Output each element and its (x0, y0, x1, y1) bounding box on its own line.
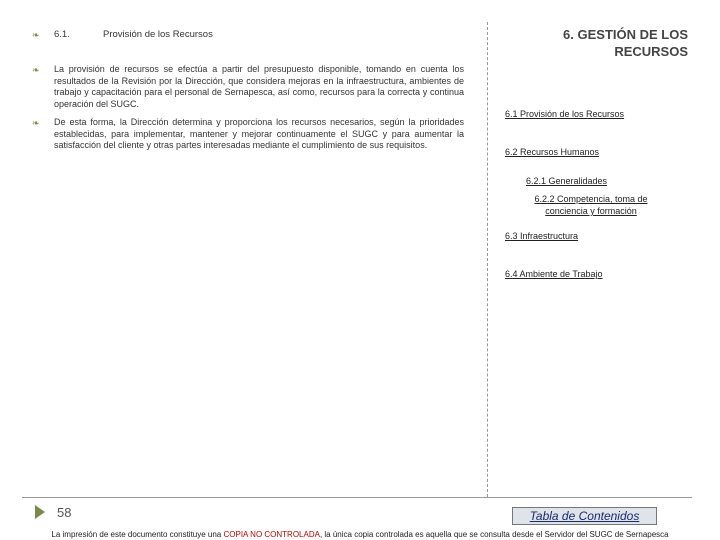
arrow-right-icon (35, 505, 45, 519)
toc-link-6-3[interactable]: 6.3 Infraestructura (505, 231, 579, 241)
page-number: 58 (57, 505, 72, 520)
paragraph: La provisión de recursos se efectúa a partir del presupuesto disponible, tomando en cuenta los resultados de la Revisión por la Dirección, que considera mejoras en la infraestructura, ambientes de trabajo y capacitación para el personal de Sernapesca, así como, recursos para la correcta y continua operación del SUGC. (54, 64, 464, 109)
disclaimer-text: , la única copia controlada es aquella que se consulta desde el Servidor del SUGC de Sernapesca (319, 530, 669, 539)
paragraph: De esta forma, la Dirección determina y proporciona los recursos necesarios, según la prioridades establecidas, para implementar, mantener y mejorar continuamente el SUGC y para aumentar la satisfacción del cliente y otras partes interesadas mediante el cumplimiento de sus requisitos. (54, 117, 464, 150)
footer-divider (22, 497, 692, 498)
bullet-icon: ❧ (32, 118, 40, 128)
toc-link-6-2-2[interactable]: 6.2.2 Competencia, toma de conciencia y formación (534, 194, 648, 216)
chapter-title: 6. GESTIÓN DE LOS RECURSOS (563, 27, 688, 59)
uncontrolled-copy-label: COPIA NO CONTROLADA (223, 530, 320, 539)
toc-link-6-2-1[interactable]: 6.2.1 Generalidades (526, 176, 608, 186)
vertical-divider (487, 22, 488, 497)
bullet-icon: ❧ (32, 30, 40, 40)
bullet-icon: ❧ (32, 65, 40, 75)
section-title: Provisión de los Recursos (103, 29, 213, 40)
disclaimer (0, 530, 720, 539)
disclaimer-text: La impresión de este documento constituye una (51, 530, 224, 539)
table-of-contents-button[interactable]: Tabla de Contenidos (512, 507, 657, 525)
toc-link-6-4[interactable]: 6.4 Ambiente de Trabajo (505, 269, 603, 279)
toc-link-6-1[interactable]: 6.1 Provisión de los Recursos (505, 109, 625, 119)
section-number: 6.1. (54, 29, 70, 40)
toc-link-6-2[interactable]: 6.2 Recursos Humanos (505, 147, 600, 157)
